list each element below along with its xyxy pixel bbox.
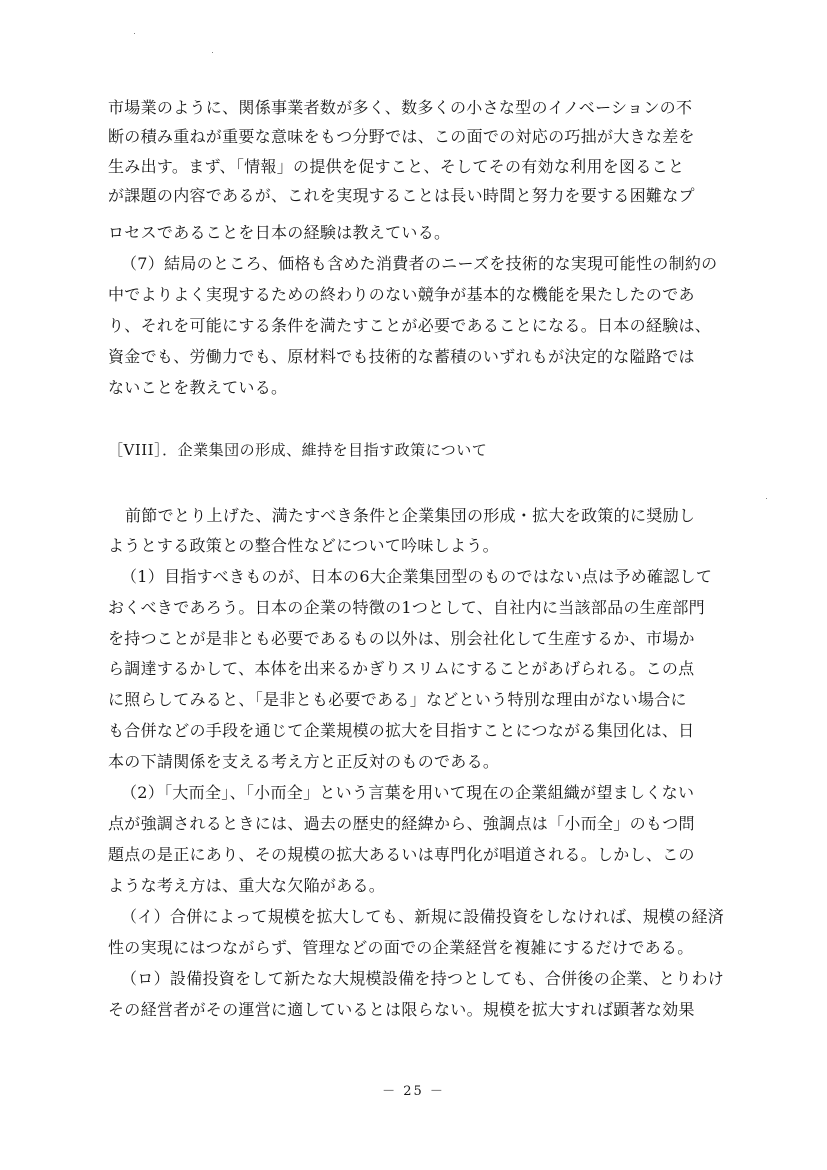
text-line: おくべきであろう。日本の企業の特徴の1つとして、自社内に当該部品の生産部門: [108, 598, 705, 617]
text-line: （ロ）設備投資をして新たな大規模設備を持つとしても、合併後の企業、とりわけ: [121, 969, 725, 988]
text-line: ようとする政策との整合性などについて吟味しよう。: [108, 536, 499, 555]
text-line: 市場業のように、関係事業者数が多く、数多くの小さな型のイノベーションの不: [108, 98, 693, 117]
text-line: 中でよりよく実現するための終わりのない競争が基本的な機能を果たしたのであ: [108, 285, 695, 304]
text-line: に照らしてみると、「是非とも必要である」などという特別な理由がない場合に: [108, 690, 687, 709]
scan-speck: [212, 52, 213, 53]
text-line: 題点の是正にあり、その規模の拡大あるいは専門化が唱道される。しかし、この: [108, 845, 695, 864]
text-line: 断の積み重ねが重要な意味をもつ分野では、この面での対応の巧拙が大きな差を: [108, 127, 695, 146]
section-heading: ［VIII］．企業集団の形成、維持を目指す政策について: [108, 441, 488, 459]
text-line: ないことを教えている。: [108, 378, 288, 397]
text-line: 本の下請関係を支える考え方と正反対のものである。: [108, 752, 500, 771]
page-number: － 25 －: [382, 1084, 445, 1099]
text-line: り、それを可能にする条件を満たすことが必要であることになる。日本の経験は、: [108, 316, 712, 335]
text-line: も合併などの手段を通じて企業規模の拡大を目指すことにつながる集団化は、日: [108, 721, 695, 740]
text-line: が課題の内容であるが、これを実現することは長い時間と努力を要する困難なプ: [108, 186, 695, 205]
text-line: 点が強調されるときには、過去の歴史的経緯から、強調点は「小而全」のもつ問: [108, 814, 695, 833]
text-line: （イ）合併によって規模を拡大しても、新規に設備投資をしなければ、規模の経済: [121, 907, 725, 926]
scan-speck: [134, 33, 135, 34]
text-line: その経営者がその運営に適しているとは限らない。規模を拡大すれば顕著な効果: [108, 1000, 695, 1019]
text-line: ら調達するかして、本体を出来るかぎりスリムにすることがあげられる。この点: [108, 659, 695, 678]
text-line: （1）目指すべきものが、日本の6大企業集団型のものではない点は予め確認して: [121, 567, 713, 586]
text-line: （7）結局のところ、価格も含めた消費者のニーズを技術的な実現可能性の制約の: [121, 254, 718, 273]
text-line: ロセスであることを日本の経験は教えている。: [108, 223, 451, 242]
text-line: を持つことが是非とも必要であるもの以外は、別会社化して生産するか、市場か: [108, 629, 695, 648]
text-line: 性の実現にはつながらず、管理などの面での企業経営を複雑にするだけである。: [108, 938, 694, 957]
text-line: 生み出す。まず、「情報」の提供を促すこと、そしてその有効な利用を図ること: [108, 157, 685, 176]
text-line: （2）「大而全」、「小而全」という言葉を用いて現在の企業組織が望ましくない: [121, 783, 695, 802]
text-line: 前節でとり上げた、満たすべき条件と企業集団の形成・拡大を政策的に奨励し: [125, 506, 696, 525]
text-line: ような考え方は、重大な欠陥がある。: [108, 876, 386, 895]
scan-speck: [766, 498, 767, 499]
text-line: 資金でも、労働力でも、原材料でも技術的な蓄積のいずれもが決定的な隘路では: [108, 347, 695, 366]
